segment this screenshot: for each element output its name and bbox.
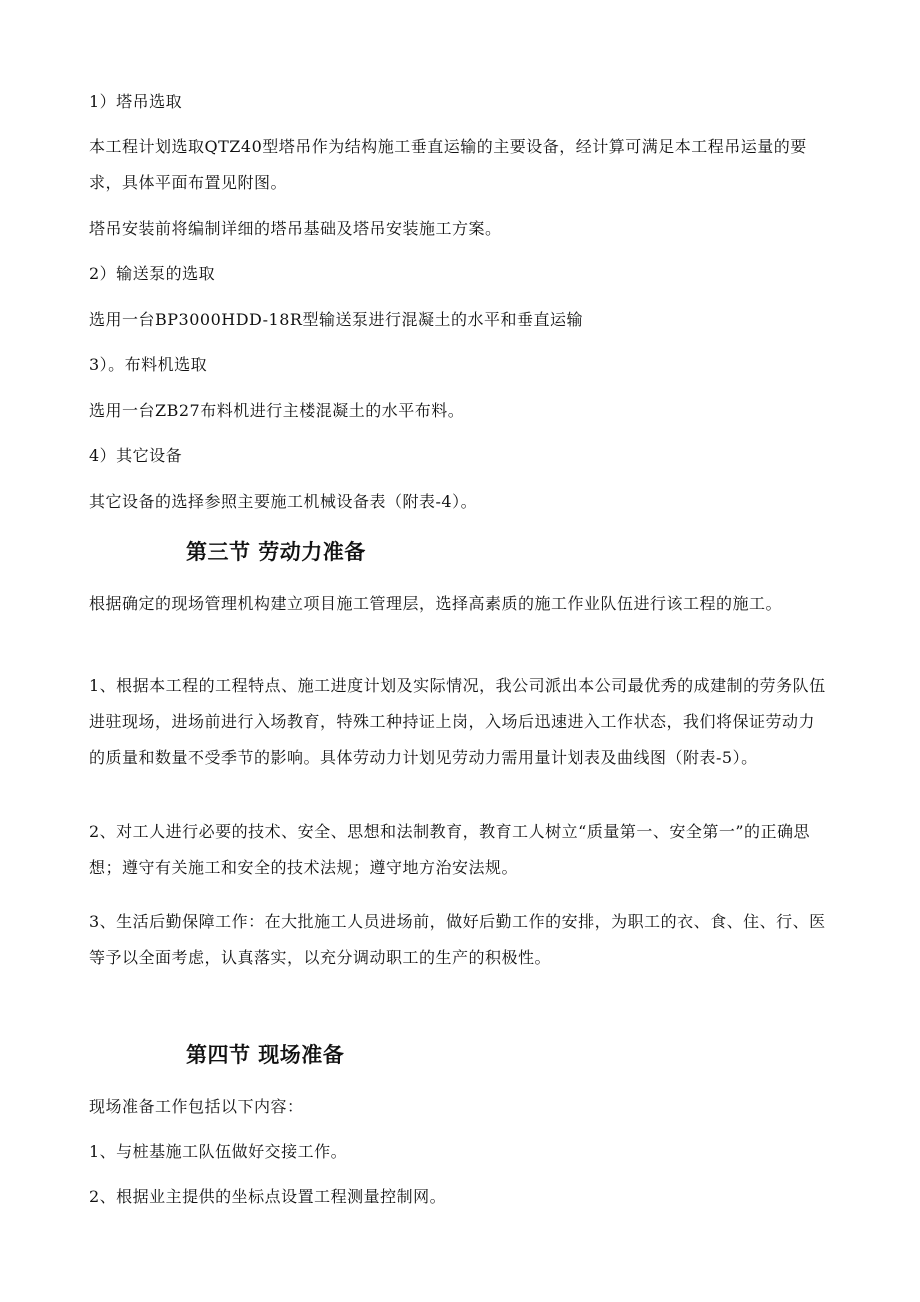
section-four-heading: 第四节 现场准备 [186,1043,345,1067]
tower-crane-plan-paragraph: 塔吊安装前将编制详细的塔吊基础及塔吊安装施工方案。 [89,219,502,238]
other-equipment-paragraph: 其它设备的选择参照主要施工机械设备表（附表-4）。 [89,492,478,511]
distributor-paragraph: 选用一台ZB27布料机进行主楼混凝土的水平布料。 [89,401,465,420]
site-item-2: 2、根据业主提供的坐标点设置工程测量控制网。 [89,1187,447,1206]
pump-paragraph: 选用一台BP3000HDD-18R型输送泵进行混凝土的水平和垂直运输 [89,310,583,329]
labor-item-3: 3、生活后勤保障工作：在大批施工人员进场前，做好后勤工作的安排，为职工的衣、食、住、行、医等予以全面考虑，认真落实，以充分调动职工的生产的积极性。 [89,912,826,967]
labor-item-1: 1、根据本工程的工程特点、施工进度计划及实际情况，我公司派出本公司最优秀的成建制的劳务队伍进驻现场，进场前进行入场教育，特殊工种持证上岗，入场后迅速进入工作状态，我们将保证劳动力的质量和数量不受季节的影响。具体劳动力计划见劳动力需用量计划表及曲线图（附表-5）。 [89,676,826,767]
site-item-1: 1、与桩基施工队伍做好交接工作。 [89,1142,348,1161]
pump-heading: 2）输送泵的选取 [89,264,216,283]
section-three-heading: 第三节 劳动力准备 [186,540,366,564]
tower-crane-paragraph: 本工程计划选取QTZ40型塔吊作为结构施工垂直运输的主要设备，经计算可满足本工程吊运量的要求，具体平面布置见附图。 [89,137,807,192]
labor-item-2: 2、对工人进行必要的技术、安全、思想和法制教育，教育工人树立“质量第一、安全第一”的正确思想；遵守有关施工和安全的技术法规；遵守地方治安法规。 [89,822,811,877]
tower-crane-heading: 1）塔吊选取 [89,92,183,111]
other-equipment-heading: 4）其它设备 [89,446,183,465]
labor-intro-paragraph: 根据确定的现场管理机构建立项目施工管理层，选择高素质的施工作业队伍进行该工程的施工。 [89,594,783,613]
distributor-heading: 3）。布料机选取 [89,355,208,374]
site-intro-paragraph: 现场准备工作包括以下内容： [89,1097,304,1116]
